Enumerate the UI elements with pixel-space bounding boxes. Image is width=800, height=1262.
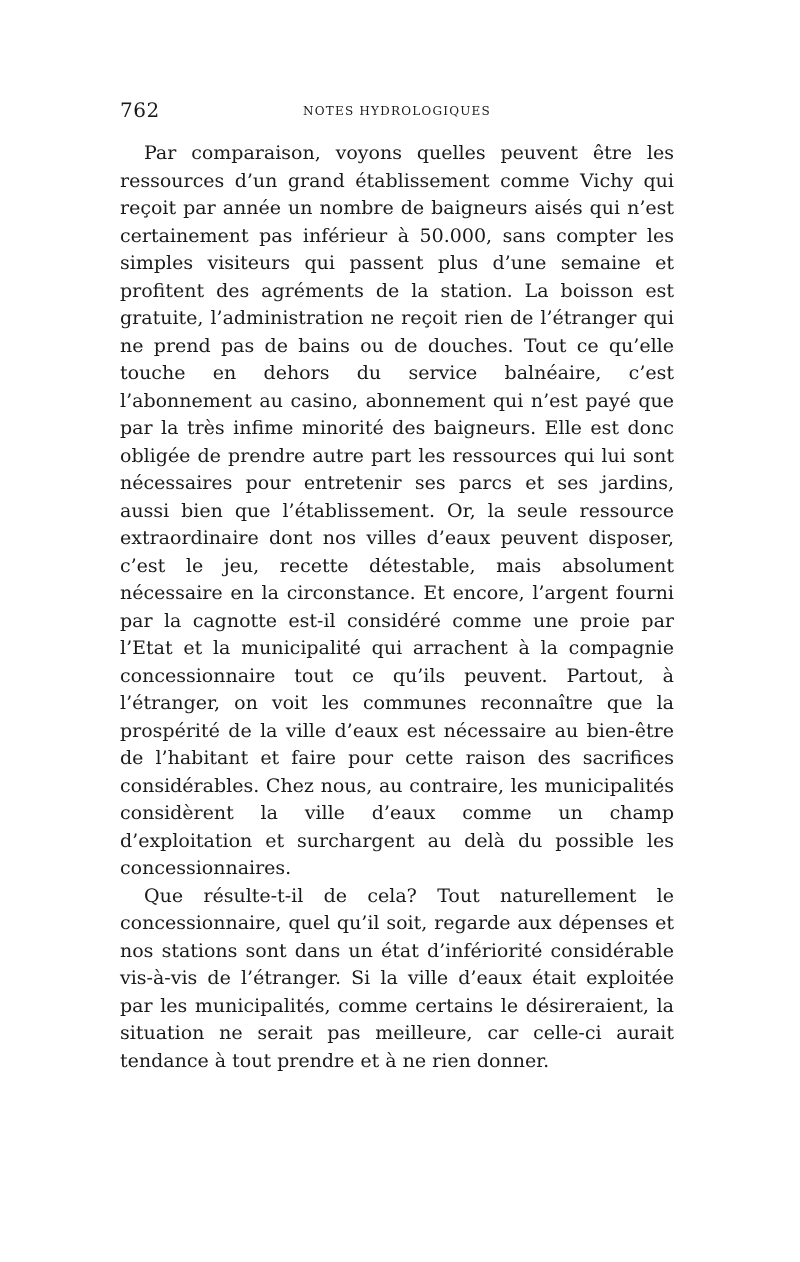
paragraph: Par comparaison, voyons quelles peuvent être les ressources d’un grand établissement comme Vichy qui reçoit par année un nombre de baigneurs aisés qui n’est certainement pas inférieur à 50.000, sans compter les simples visiteurs qui passent plus d’une semaine et profitent des agréments de la station. La boisson est gratuite, l’administration ne reçoit rien de l’étranger qui ne prend pas de bains ou de douches. Tout ce qu’elle touche en dehors du service balnéaire, c’est l’abonnement au casino, abonnement qui n’est payé que par la très infime minorité des baigneurs. Elle est donc obligée de prendre autre part les ressources qui lui sont nécessaires pour entretenir ses parcs et ses jardins, aussi bien que l’établissement. Or, la seule ressource extraordinaire dont nos villes d’eaux peuvent disposer, c’est le jeu, recette détestable, mais absolument nécessaire en la circonstance. Et encore, l’argent fourni par la cagnotte est-il considéré comme une proie par l’Etat et la municipalité qui arrachent à la compagnie concessionnaire tout ce qu’ils peuvent. Partout, à l’étranger, on voit les communes reconnaître que la prospérité de la ville d’eaux est nécessaire au bien-être de l’habitant et faire pour cette raison des sacrifices considérables. Chez nous, au contraire, les municipalités considèrent la ville d’eaux comme un champ d’exploitation et surchargent au delà du possible les concessionnaires.	[120, 142, 674, 879]
page-number: 762	[120, 98, 160, 122]
body-text	[120, 140, 674, 1075]
book-page	[120, 92, 674, 1075]
running-title: NOTES HYDROLOGIQUES	[303, 104, 491, 118]
paragraph: Que résulte-t-il de cela? Tout naturellement le concessionnaire, quel qu’il soit, regarde aux dépenses et nos stations sont dans un état d’infériorité considérable vis-à-vis de l’étranger. Si la ville d’eaux était exploitée par les municipalités, comme certains le désireraient, la situation ne serait pas meilleure, car celle-ci aurait tendance à tout prendre et à ne rien donner.	[120, 884, 674, 1072]
running-header	[120, 92, 674, 132]
